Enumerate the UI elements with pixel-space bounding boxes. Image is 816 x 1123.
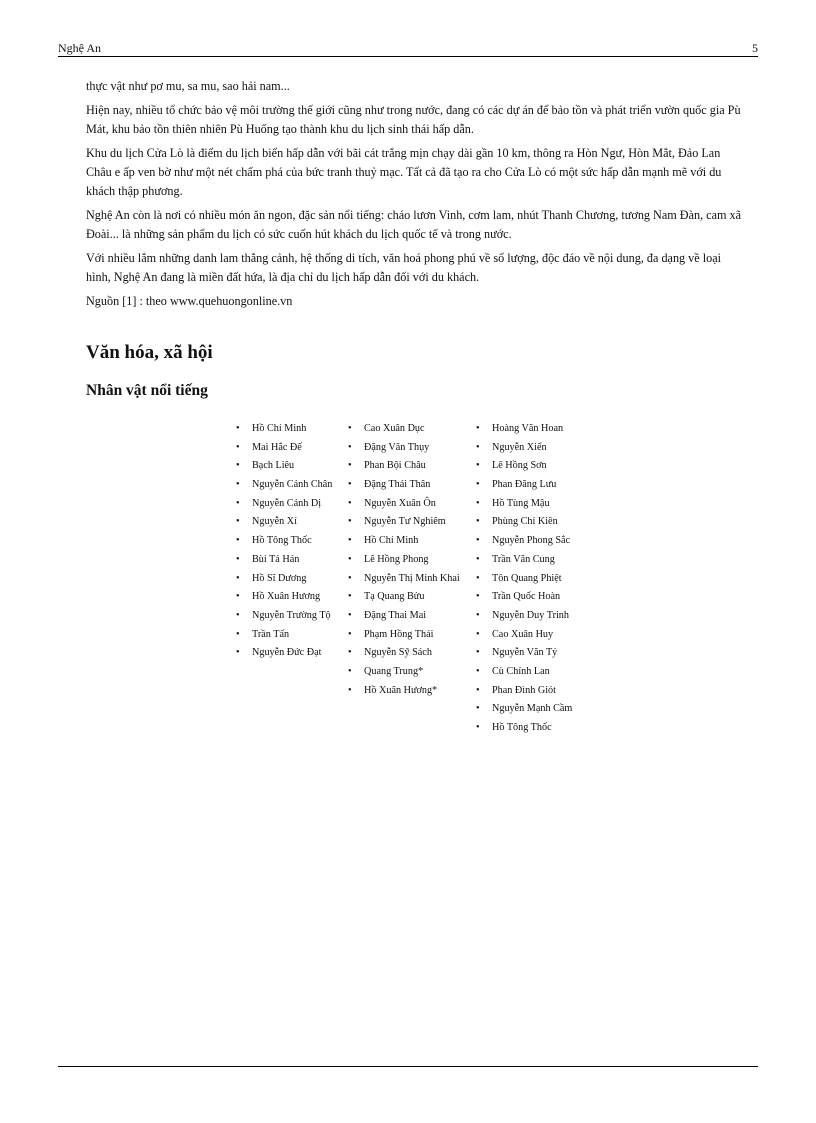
list-item: • Đặng Văn Thụy <box>346 440 474 455</box>
list-item: • Nguyễn Trường Tộ <box>234 608 342 623</box>
list-item: • Trần Văn Cung <box>474 552 574 567</box>
list-item: • Hoàng Văn Hoan <box>474 421 574 436</box>
list-item: • Nguyễn Xiển <box>474 440 574 455</box>
list-item: • Hồ Xuân Hương* <box>346 683 474 698</box>
list-item: • Bùi Tá Hán <box>234 552 342 567</box>
list-item: • Nguyễn Xí <box>234 514 342 529</box>
list-item: • Nguyễn Cảnh Chân <box>234 477 342 492</box>
list-item: • Nguyễn Tư Nghiêm <box>346 514 474 529</box>
running-header-title: Nghệ An <box>58 41 101 55</box>
list-item: • Trần Tấn <box>234 627 342 642</box>
list-item: • Đặng Thai Mai <box>346 608 474 623</box>
paragraph-flora: thực vật như pơ mu, sa mu, sao hải nam... <box>86 79 290 93</box>
list-item: • Nguyễn Cảnh Dị <box>234 496 342 511</box>
list-item: • Hồ Xuân Hương <box>234 589 342 604</box>
list-item: • Cù Chính Lan <box>474 664 574 679</box>
list-item: • Hồ Chí Minh <box>234 421 342 436</box>
list-item: • Nguyễn Duy Trinh <box>474 608 574 623</box>
list-item: • Nguyễn Đức Đạt <box>234 645 342 660</box>
page-number: 5 <box>752 41 758 55</box>
list-item: • Trần Quốc Hoàn <box>474 589 574 604</box>
people-list-column-3 <box>474 421 574 739</box>
list-item: • Hồ Tông Thốc <box>234 533 342 548</box>
list-item: • Nguyễn Mạnh Cầm <box>474 701 574 716</box>
list-item: • Hồ Sĩ Dương <box>234 571 342 586</box>
list-item: • Tôn Quang Phiệt <box>474 571 574 586</box>
list-item: • Phùng Chí Kiên <box>474 514 574 529</box>
list-item: • Cao Xuân Dục <box>346 421 474 436</box>
list-item: • Lê Hồng Phong <box>346 552 474 567</box>
subheading-famous-people: Nhân vật nổi tiếng <box>86 382 208 399</box>
list-item: • Phan Bội Châu <box>346 458 474 473</box>
list-item: • Hồ Tông Thốc <box>474 720 574 735</box>
list-item: • Nguyễn Phong Sắc <box>474 533 574 548</box>
list-item: • Mai Hắc Đế <box>234 440 342 455</box>
list-item: • Tạ Quang Bửu <box>346 589 474 604</box>
list-item: • Nguyễn Văn Tý <box>474 645 574 660</box>
paragraph-cua-lo: Khu du lịch Cửa Lò là điểm du lịch biển hấp dẫn với bãi cát trắng mịn chạy dài gần 10 km, thông ra Hòn Ngư, Hòn Mắt, Đảo Lan Châu e ấp ven bờ như một nét chấm phá của bức tranh thuỷ mạc. Tất cả đã tạo ra cho Cửa Lò có một sức hấp dẫn mạnh mẽ với du khách thập phương. <box>86 146 722 198</box>
list-item: • Lê Hồng Sơn <box>474 458 574 473</box>
list-item: • Bạch Liêu <box>234 458 342 473</box>
list-item: • Phạm Hồng Thái <box>346 627 474 642</box>
list-item: • Nguyễn Thị Minh Khai <box>346 571 474 586</box>
list-item: • Hồ Tùng Mậu <box>474 496 574 511</box>
footer-divider <box>58 1066 758 1067</box>
list-item: • Nguyễn Sỹ Sách <box>346 645 474 660</box>
paragraph-summary: Với nhiều lắm những danh lam thắng cảnh, hệ thống di tích, văn hoá phong phú về số lượng, độc đáo về nội dung, đa dạng về loại hình, Nghệ An đang là miền đất hứa, là địa chỉ du lịch hấp dẫn đối với du khách. <box>86 251 722 284</box>
list-item: • Hồ Chí Minh <box>346 533 474 548</box>
list-item: • Cao Xuân Huy <box>474 627 574 642</box>
people-list-column-2 <box>346 421 474 701</box>
list-item: • Phan Đăng Lưu <box>474 477 574 492</box>
paragraph-cuisine: Nghệ An còn là nơi có nhiều món ăn ngon, đặc sản nổi tiếng: cháo lươn Vinh, cơm lam, nhút Thanh Chương, tương Nam Đàn, cam xã Đoài... là những sản phẩm du lịch có sức cuốn hút khách du lịch quốc tế và trong nước. <box>86 208 742 241</box>
list-item: • Đặng Thái Thân <box>346 477 474 492</box>
people-list-column-1 <box>234 421 342 664</box>
section-heading-culture-society: Văn hóa, xã hội <box>86 342 213 363</box>
article-body <box>86 77 746 316</box>
paragraph-conservation: Hiện nay, nhiều tổ chức bảo vệ môi trường thế giới cũng như trong nước, đang có các dự án để bảo tồn và phát triển vườn quốc gia Pù Mát, khu bảo tồn thiên nhiên Pù Huống tạo thành khu du lịch sinh thái hấp dẫn. <box>86 103 741 136</box>
list-item: • Quang Trung* <box>346 664 474 679</box>
list-item: • Phan Đình Giót <box>474 683 574 698</box>
header-divider <box>58 56 758 57</box>
list-item: • Nguyễn Xuân Ôn <box>346 496 474 511</box>
source-citation: Nguồn [1] : theo www.quehuongonline.vn <box>86 294 293 308</box>
